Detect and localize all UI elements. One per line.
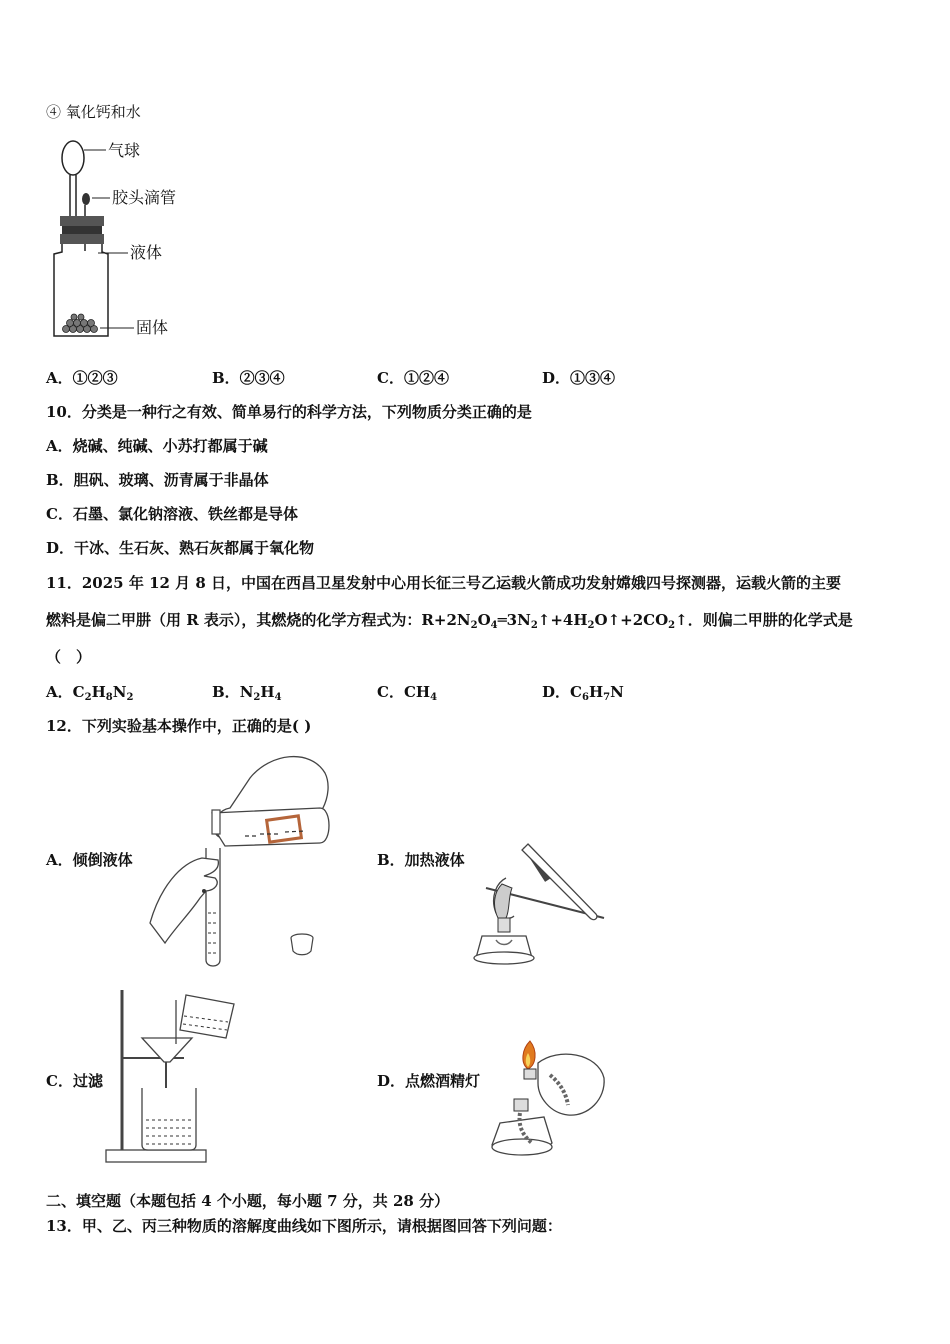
item-4-text: ④ 氧化钙和水 bbox=[46, 103, 141, 121]
q12-option-a: A．倾倒液体 bbox=[46, 851, 133, 869]
apparatus-figure bbox=[48, 136, 208, 346]
label-liquid: 液体 bbox=[130, 243, 163, 262]
dropper-bulb bbox=[82, 193, 90, 205]
label-solid: 固体 bbox=[136, 318, 169, 337]
q9-option-c: C．①②④ bbox=[377, 369, 449, 387]
q11-line3: （ ） bbox=[46, 648, 92, 666]
pouring-liquid-figure bbox=[140, 748, 340, 970]
iron-stand-base bbox=[106, 1150, 206, 1162]
label-balloon: 气球 bbox=[108, 141, 141, 160]
q13-stem: 13．甲、乙、丙三种物质的溶解度曲线如下图所示，请根据图回答下列问题： bbox=[46, 1217, 562, 1235]
label-dropper: 胶头滴管 bbox=[112, 188, 177, 207]
q10-option-d: D．干冰、生石灰、熟石灰都属于氧化物 bbox=[46, 539, 315, 557]
q11-option-c: C．$CH_4$ bbox=[377, 683, 438, 703]
q11-option-a: A．$C_2H_8N_2$ bbox=[46, 683, 134, 703]
pouring-beaker bbox=[180, 995, 234, 1038]
q9-option-b: B．②③④ bbox=[212, 369, 285, 387]
q9-option-d: D．①③④ bbox=[542, 369, 616, 387]
tilted-lamp bbox=[538, 1054, 604, 1115]
beaker bbox=[142, 1088, 196, 1150]
q11-equation: $R+2N_2O_4═3N_2↑+4H_2O↑+2CO_2↑$ bbox=[421, 611, 688, 631]
q10-option-b: B．胆矾、玻璃、沥青属于非晶体 bbox=[46, 471, 269, 489]
q10-stem: 10．分类是一种行之有效、简单易行的科学方法，下列物质分类正确的是 bbox=[46, 403, 532, 421]
section-2-heading: 二、填空题（本题包括 4 个小题，每小题 7 分，共 28 分） bbox=[46, 1192, 450, 1210]
q11-line2 bbox=[46, 610, 853, 630]
q11-line2-suffix: ．则偏二甲肼的化学式是 bbox=[687, 611, 853, 629]
q11-option-b: B．$N_2H_4$ bbox=[212, 683, 282, 703]
heating-liquid-figure bbox=[466, 828, 611, 968]
balloon-shape bbox=[62, 141, 84, 175]
q11-line1: 11．2025 年 12 月 8 日，中国在西昌卫星发射中心用长征三号乙运载火箭成功发射嫦娥四号探测器，运载火箭的主要 bbox=[46, 574, 842, 592]
q10-option-a: A．烧碱、纯碱、小苏打都属于碱 bbox=[46, 437, 268, 455]
q12-option-d: D．点燃酒精灯 bbox=[377, 1072, 481, 1090]
q10-option-c: C．石墨、氯化钠溶液、铁丝都是导体 bbox=[46, 505, 298, 523]
flame bbox=[495, 884, 512, 918]
q9-option-a: A．①②③ bbox=[46, 369, 118, 387]
q12-option-c: C．过滤 bbox=[46, 1072, 103, 1090]
lighting-lamp-figure bbox=[488, 1033, 613, 1163]
solid-granules bbox=[63, 314, 98, 333]
heated-test-tube bbox=[522, 844, 597, 920]
filtration-figure bbox=[104, 980, 244, 1165]
q12-option-b: B．加热液体 bbox=[377, 851, 465, 869]
q12-stem: 12．下列实验基本操作中，正确的是( ) bbox=[46, 717, 312, 735]
q11-line2-prefix: 燃料是偏二甲肼（用 R 表示），其燃烧的化学方程式为： bbox=[46, 611, 422, 629]
q11-option-d: D．$C_6H_7N$ bbox=[542, 683, 624, 703]
